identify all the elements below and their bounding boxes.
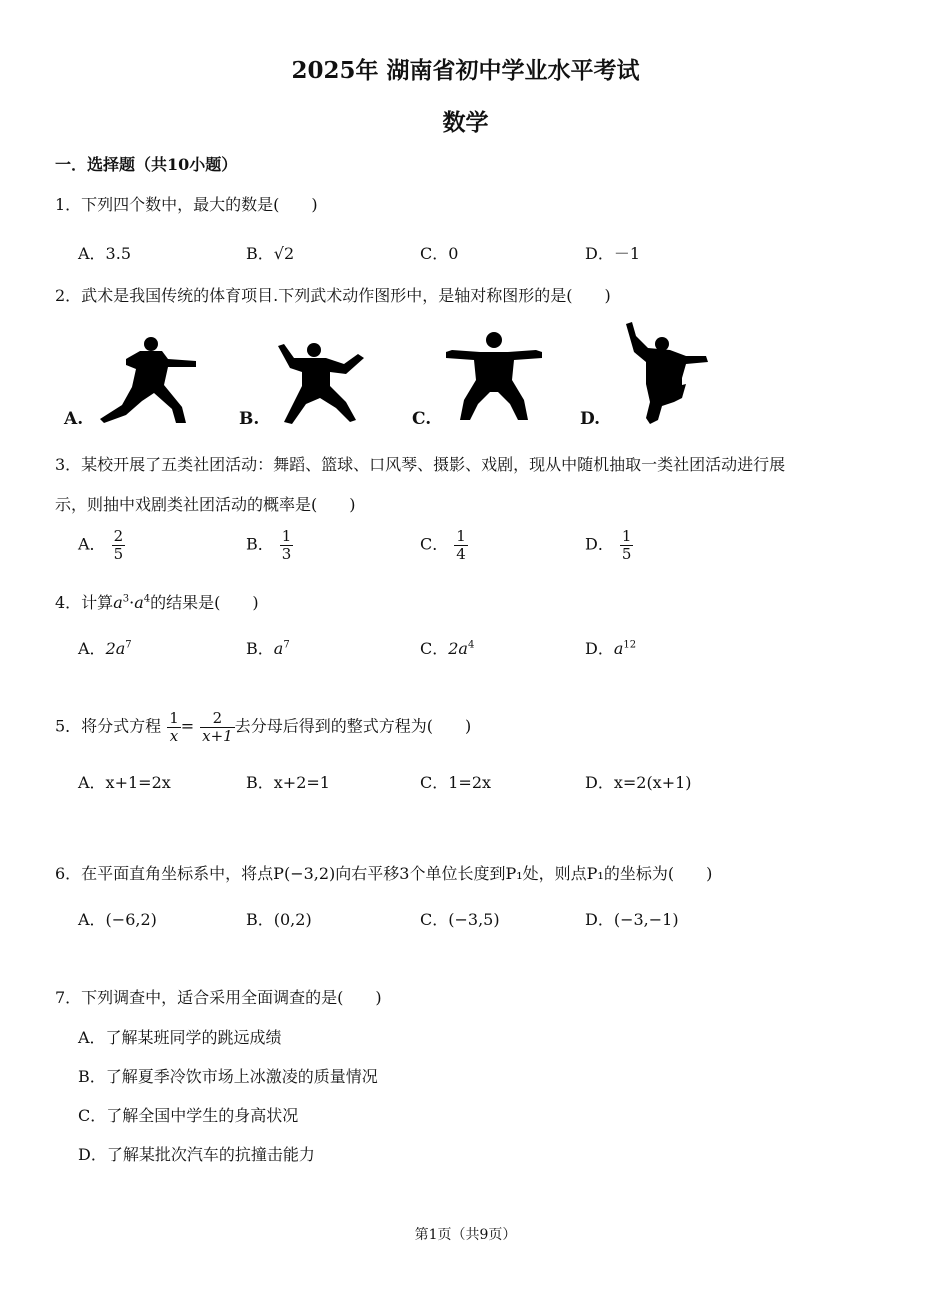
- martial-arts-figure-b: [272, 340, 368, 426]
- exam-title: 2025年 湖南省初中学业水平考试: [291, 57, 640, 84]
- question-1-option-d: D．－1: [585, 244, 641, 263]
- question-4-option-b: B．$a^7$: [246, 639, 290, 658]
- martial-arts-figure-d: [622, 322, 712, 426]
- question-4-option-a: A．$2a^7$: [78, 639, 132, 658]
- martial-arts-figure-c: [444, 330, 544, 425]
- sqrt-expression: √2: [273, 244, 295, 263]
- question-7-option-d: D．了解某批次汽车的抗撞击能力: [78, 1145, 315, 1164]
- fraction: $\frac{1}{4}$: [456, 527, 466, 563]
- page-footer: 第1页（共9页）: [414, 1227, 517, 1243]
- martial-arts-figure-a: [96, 335, 200, 427]
- question-6-option-b: B．(0,2): [246, 910, 312, 929]
- question-5-option-b: B．x+2=1: [246, 773, 330, 792]
- figure-label-d: D.: [580, 409, 601, 429]
- fraction-lhs: $\frac{1}{x}$: [169, 709, 179, 745]
- question-3-option-b: B． $\frac{1}{3}$: [246, 527, 292, 563]
- question-3-option-d: D． $\frac{1}{5}$: [585, 527, 632, 563]
- question-5-option-a: A．x+1=2x: [78, 773, 171, 792]
- fraction-rhs: $\frac{2}{x+1}$: [202, 709, 233, 745]
- question-1-stem: 1．下列四个数中，最大的数是( ): [55, 195, 318, 214]
- question-1-option-a: A．3.5: [78, 244, 132, 263]
- fraction: $\frac{2}{5}$: [113, 527, 124, 563]
- question-7-stem: 7．下列调查中，适合采用全面调查的是( ): [55, 988, 382, 1007]
- question-4-stem: 4．计算$a^3\cdot a^4$的结果是( ): [55, 593, 259, 612]
- question-7-option-a: A．了解某班同学的跳远成绩: [78, 1028, 282, 1047]
- fraction: $\frac{1}{3}$: [281, 527, 292, 563]
- fraction: $\frac{1}{5}$: [621, 527, 632, 563]
- question-1-option-b: B．√2: [246, 244, 295, 263]
- subject-title: 数学: [442, 109, 489, 136]
- figure-label-a: A.: [64, 409, 84, 429]
- question-6-option-a: A．(−6,2): [78, 910, 157, 929]
- question-5-option-c: C．1=2x: [420, 773, 492, 792]
- question-5-option-d: D．x=2(x+1): [585, 773, 692, 792]
- question-3-option-c: C． $\frac{1}{4}$: [420, 527, 466, 563]
- question-3-stem-line2: 示，则抽中戏剧类社团活动的概率是( ): [55, 495, 356, 514]
- question-7-option-c: C．了解全国中学生的身高状况: [78, 1106, 299, 1125]
- question-3-stem-line1: 3．某校开展了五类社团活动：舞蹈、篮球、口风琴、摄影、戏剧，现从中随机抽取一类社团活动进行展: [55, 455, 786, 474]
- question-6-option-c: C．(−3,5): [420, 910, 500, 929]
- question-1-option-c: C．0: [420, 244, 459, 263]
- question-6-option-d: D．(−3,−1): [585, 910, 679, 929]
- question-4-option-c: C．$2a^4$: [420, 639, 475, 658]
- question-5-stem: 5．将分式方程 $\frac{1}{x}$ = $\frac{2}{x+1}$ 去分母后得到的整式方程为( ): [55, 709, 472, 745]
- question-7-option-b: B．了解夏季冷饮市场上冰激凌的质量情况: [78, 1067, 378, 1086]
- figure-label-c: C.: [412, 409, 432, 429]
- question-2-stem: 2．武术是我国传统的体育项目.下列武术动作图形中，是轴对称图形的是( ): [55, 286, 611, 305]
- question-3-option-a: A． $\frac{2}{5}$: [78, 527, 124, 563]
- question-6-stem: 6．在平面直角坐标系中，将点P(−3,2)向右平移3个单位长度到P₁处，则点P₁的坐标为( ): [55, 864, 713, 883]
- question-4-option-d: D．$a^{12}$: [585, 639, 637, 658]
- section-heading: 一．选择题（共10小题）: [55, 155, 238, 174]
- figure-label-b: B.: [239, 409, 260, 429]
